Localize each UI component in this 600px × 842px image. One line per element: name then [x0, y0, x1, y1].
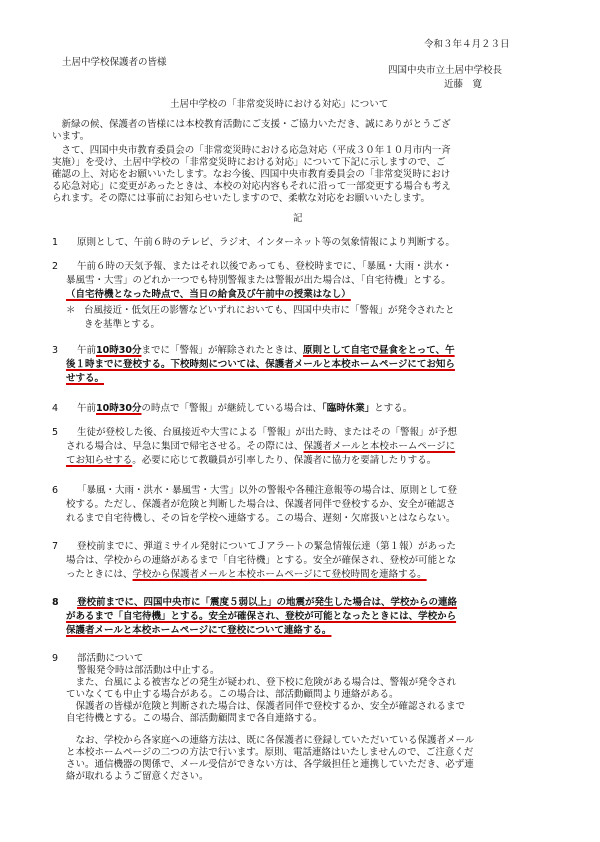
- item-number: 1: [52, 237, 59, 248]
- item-3-emphasis: せする。: [66, 373, 105, 384]
- item-7-text: ったときには、: [66, 569, 133, 580]
- item-6-line: れるまで自宅待機し、その旨を学校へ連絡する。この場合、遅刻・欠席扱いとはならない。: [66, 513, 456, 524]
- document-title: 土居中学校の「非常変災時における対応」について: [170, 99, 389, 110]
- item-6-line: 「暴風・大雨・洪水・暴風雪・大雪」以外の警報や各種注意報等の場合は、原則として登: [77, 485, 458, 496]
- item-number: 7: [52, 541, 59, 552]
- item-4-emphasis: 「臨時休業」: [321, 403, 375, 414]
- item-2-emphasis: （自宅待機となった時点で、当日の給食及び午前中の授業はなし）: [66, 289, 351, 300]
- item-7-line: 登校前までに、弾道ミサイル発射についてＪアラートの緊急情報伝達（第１報）があった: [77, 541, 457, 552]
- item-5-line: 生徒が登校した後、台風接近や大雪による「警報」が出た時、またはその「警報」が予想: [77, 427, 458, 438]
- item-1-text: 原則として、午前６時のテレビ、ラジオ、インターネット等の気象情報により判断する。: [77, 237, 455, 248]
- closing-line: と本校ホームページの二つの方法で行います。原則、電話連絡はいたしませんので、ご注意くだ: [66, 747, 474, 758]
- item-3-emphasis: 原則として自宅で昼食をとって、午: [302, 345, 455, 356]
- item-7-emphasis: 学校から保護者メールと本校ホームページにて登校時間を連絡する。: [132, 569, 427, 580]
- item-5-text: 。必要に応じて教職員が引率したり、保護者に協力を要請したりする。: [132, 455, 437, 466]
- intro-line: 確認の上、対応をお願いいたします。なお今後、四国中央市教育委員会の「非常変災時におけ: [52, 169, 451, 180]
- intro-line: 新緑の候、保護者の皆様には本校教育活動にご支援・ご協力いただき、誠にありがとうござ: [52, 119, 451, 130]
- intro-line: さて、四国中央市教育委員会の「非常変災時における応急対応（平成３０年１０月市内一斉: [52, 145, 451, 156]
- closing-line: 絡が取れるようご留意ください。: [66, 771, 209, 782]
- item-4-text: とする。: [374, 403, 413, 414]
- item-2-note: 台風接近・低気圧の影響などいずれにおいても、四国中央市に「警報」が発令されたと: [84, 305, 455, 316]
- note-mark: ＊: [66, 305, 76, 316]
- item-2-line: 午前６時の天気予報、またはそれ以後であっても、登校時までに、「暴風・大雨・洪水・: [77, 261, 453, 272]
- item-9-title: 部活動について: [77, 653, 144, 664]
- item-6-line: 校する。ただし、保護者が危険と判断した場合は、保護者同伴で登校するか、安全が確認さ: [66, 499, 456, 510]
- item-number: 4: [52, 403, 59, 414]
- item-number: 2: [52, 261, 59, 272]
- intro-line: られます。その際には事前にお知らせいたしますので、柔軟な対応をお願いいたします。: [52, 193, 431, 204]
- intro-line: 実施）」を受け、土居中学校の「非常変災時における対応」について下記に示しますので、ご: [52, 157, 446, 168]
- item-8-emphasis: 登校前までに、四国中央市に「震度５弱以上」の地震が発生した場合は、学校からの連絡: [77, 597, 458, 608]
- issue-date: 令和３年４月２３日: [424, 39, 510, 50]
- item-4-text: の時点で「警報」が継続している場合は、: [141, 403, 322, 414]
- item-7-line: [66, 568, 427, 582]
- ki-heading: 記: [293, 213, 303, 224]
- closing-line: さい。通信機器の関係で、メール受信ができない方は、各学級担任と連携していただき、必ず連: [66, 759, 474, 770]
- item-number: 3: [52, 345, 59, 356]
- item-5-text: される場合は、早急に集団で帰宅させる。その際には、: [66, 441, 304, 452]
- intro-line: います。: [52, 131, 90, 142]
- item-2-line: 暴風雪・大雪」のどれか一つでも特別警報または警報が出た場合は、「自宅待機」とする。: [66, 275, 451, 286]
- item-3-emphasis: 後１時までに登校する。下校時刻については、保護者メールと本校ホームページにてお知ら: [66, 359, 455, 370]
- item-5-line: [66, 440, 455, 454]
- item-4-time: 10時30分: [96, 403, 142, 414]
- item-number: 5: [52, 427, 59, 438]
- sender-name: 近藤 寛: [444, 79, 483, 90]
- item-9-line: 自宅待機とする。この場合、部活動顧問まで各自連絡する。: [66, 713, 323, 724]
- item-5-emphasis: てお知らせする: [66, 455, 133, 466]
- item-number: 6: [52, 485, 59, 496]
- item-9-line: また、台風による被害などの発生が疑われ、登下校に危険がある場合は、警報が発令され: [66, 677, 457, 688]
- item-2-note: きを基準とする。: [84, 319, 161, 330]
- item-8-emphasis: 保護者メールと本校ホームページにて登校について連絡する。: [66, 625, 332, 636]
- item-4-line: [77, 402, 412, 416]
- closing-line: なお、学校から各家庭への連絡方法は、既に各保護者に登録していただいている保護者メール: [66, 735, 475, 746]
- sender-school: 四国中央市立土居中学校長: [388, 65, 503, 76]
- item-9-line: ていなくても中止する場合がある。この場合は、部活動顧問より連絡がある。: [66, 689, 399, 700]
- item-3-time: 10時30分: [96, 345, 142, 356]
- addressee: 土居中学校保護者の皆様: [62, 57, 167, 68]
- item-3-text: までに「警報」が解除されたときは、: [141, 345, 303, 356]
- item-number: 9: [52, 653, 59, 664]
- item-5-line: [66, 454, 436, 468]
- item-4-text: 午前: [77, 403, 97, 414]
- item-8-emphasis: があるまで「自宅待機」とする。安全が確保され、登校が可能となったときには、学校から: [66, 611, 457, 622]
- item-7-line: 場合は、学校からの連絡があるまで「自宅待機」とする。安全が確保され、登校が可能とな: [66, 555, 457, 566]
- item-3-text: 午前: [77, 345, 97, 356]
- item-9-line: 警報発令時は部活動は中止する。: [77, 665, 220, 676]
- intro-line: る応急対応」に変更があったときは、本校の対応内容もそれに沿って一部変更する場合も考え: [52, 181, 451, 192]
- item-3-line: [77, 344, 455, 358]
- item-9-line: 保護者の皆様が危険と判断された場合は、保護者同伴で登校するか、安全が確認されるまで: [66, 701, 466, 712]
- item-number: 8: [52, 597, 59, 608]
- item-5-emphasis: 保護者メールと本校ホームページに: [303, 441, 456, 452]
